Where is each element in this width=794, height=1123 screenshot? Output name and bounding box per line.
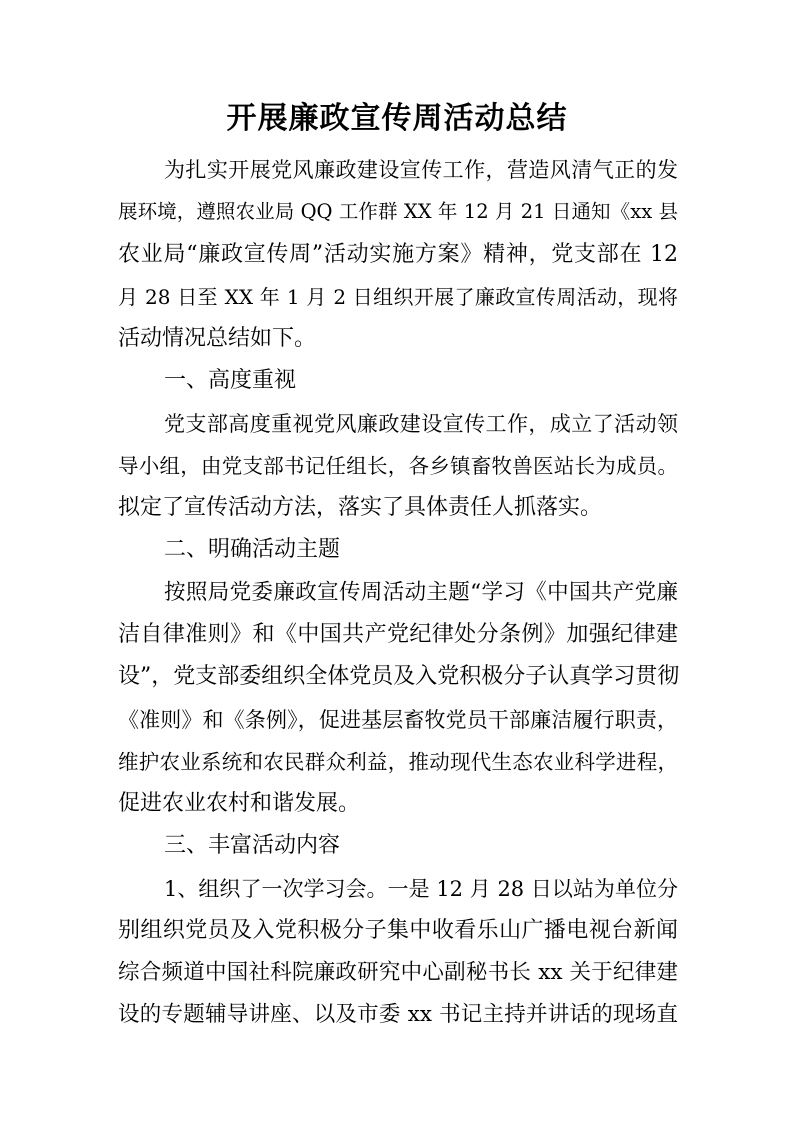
paragraph-line: 月 28 日至 XX 年 1 月 2 日组织开展了廉政宣传周活动，现将 xyxy=(118,285,678,309)
paragraph-line: 别组织党员及入党积极分子集中收看乐山广播电视台新闻 xyxy=(118,918,678,943)
paragraph-line: 维护农业系统和农民群众利益，推动现代生态农业科学进程， xyxy=(118,750,678,774)
paragraph-line: 拟定了宣传活动方法，落实了具体责任人抓落实。 xyxy=(118,495,603,520)
section-heading: 三、丰富活动内容 xyxy=(164,833,341,858)
paragraph-line: 展环境，遵照农业局 QQ 工作群 XX 年 12 月 21 日通知《xx 县 xyxy=(118,200,678,223)
paragraph-line: 洁自律准则》和《中国共产党纪律处分条例》加强纪律建 xyxy=(118,622,678,647)
document-title: 开展廉政宣传周活动总结 xyxy=(226,101,568,136)
paragraph-line: 1、组织了一次学习会。一是 12 月 28 日以站为单位分 xyxy=(164,877,678,901)
paragraph-line: 党支部高度重视党风廉政建设宣传工作，成立了活动领 xyxy=(164,412,678,436)
paragraph-line: 为扎实开展党风廉政建设宣传工作，营造风清气正的发 xyxy=(164,158,678,182)
paragraph-line: 促进农业农村和谐发展。 xyxy=(118,791,361,816)
paragraph-line: 按照局党委廉政宣传周活动主题“学习《中国共产党廉 xyxy=(164,580,678,605)
paragraph-line: 农业局“廉政宣传周”活动实施方案》精神，党支部在 12 xyxy=(118,242,678,267)
paragraph-line: 《准则》和《条例》，促进基层畜牧党员干部廉洁履行职责， xyxy=(118,708,678,732)
paragraph-line: 设的专题辅导讲座、以及市委 xx 书记主持并讲话的现场直 xyxy=(118,1002,678,1027)
section-heading: 二、明确活动主题 xyxy=(164,537,341,562)
paragraph-line: 导小组，由党支部书记任组长，各乡镇畜牧兽医站长为成员。 xyxy=(118,454,678,478)
section-heading: 一、高度重视 xyxy=(164,368,297,393)
paragraph-line: 综合频道中国社科院廉政研究中心副秘书长 xx 关于纪律建 xyxy=(118,960,678,985)
paragraph-line: 设”，党支部委组织全体党员及入党积极分子认真学习贯彻 xyxy=(118,664,680,689)
paragraph-line: 活动情况总结如下。 xyxy=(118,326,317,351)
